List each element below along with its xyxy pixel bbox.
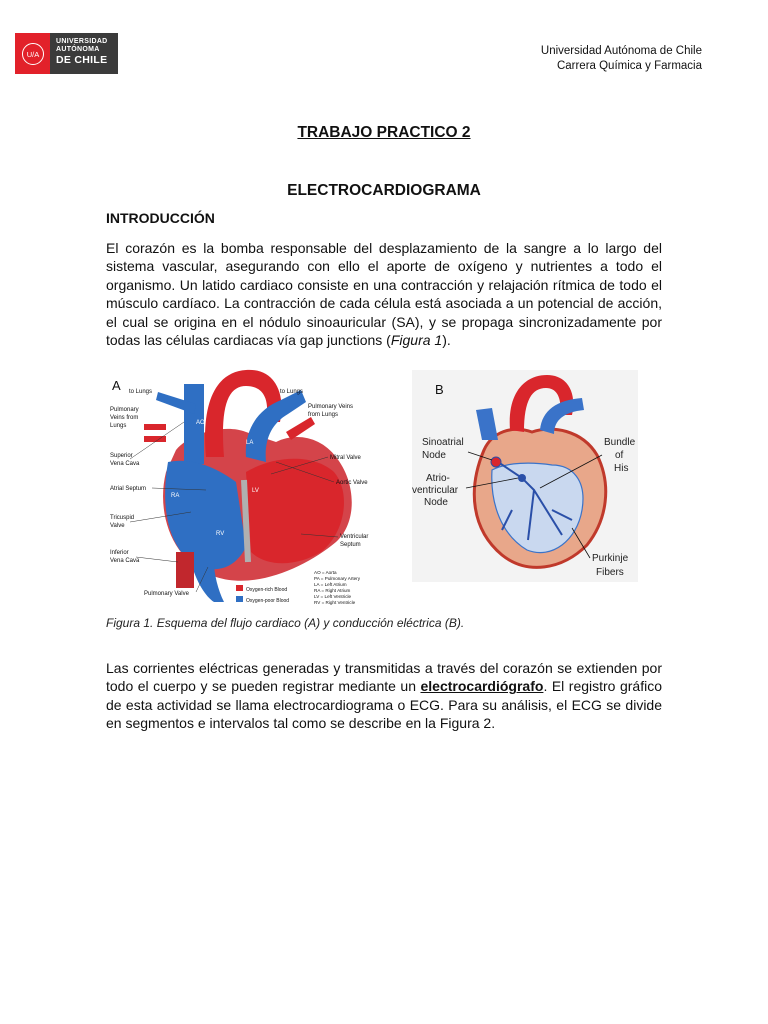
section-heading: INTRODUCCIÓN (106, 210, 215, 226)
label-lv: LV (252, 488, 259, 494)
label-mitral-valve: Mitral Valve (330, 455, 361, 461)
header-institution: Universidad Autónoma de Chile (540, 45, 702, 57)
legend-oxygen-poor: Oxygen-poor Blood (246, 598, 290, 604)
label-pulmonary-valve: Pulmonary Valve (144, 591, 189, 597)
pulmonary-vein-left-1 (144, 424, 166, 430)
document-subtitle: ELECTROCARDIOGRAMA (287, 182, 481, 199)
label-pulm-veins-left-2: Veins from (110, 415, 139, 421)
header-program: Carrera Química y Farmacia (556, 60, 702, 72)
label-svc-2: Vena Cava (110, 461, 140, 467)
logo-line-2: AUTÓNOMA (56, 46, 100, 54)
label-his-1: Bundle (604, 437, 636, 448)
logo-line-3: DE CHILE (56, 53, 108, 66)
label-purkinje-1: Purkinje (592, 553, 629, 564)
label-av-2: ventricular (412, 485, 459, 496)
key-ra: RA = Right Atrium (314, 588, 351, 593)
key-rv: RV = Right Ventricle (314, 600, 356, 605)
logo-shield-icon (21, 42, 45, 66)
label-his-2: of (615, 450, 624, 461)
label-ivc-1: Inferior (110, 550, 129, 556)
label-av-1: Atrio- (426, 473, 450, 484)
inferior-vena-cava (176, 552, 194, 588)
label-pulm-veins-right-1: Pulmonary Veins (308, 404, 354, 410)
pulmonary-vein-left-2 (144, 436, 166, 442)
pulmonary-vein-right (286, 417, 315, 440)
label-pulm-veins-left-3: Lungs (110, 423, 127, 429)
sa-node-marker (491, 457, 501, 467)
logo-line-1: UNIVERSIDAD (56, 38, 108, 45)
label-vent-septum-1: Ventricular (340, 534, 369, 540)
label-rv: RV (216, 531, 225, 537)
intro-paragraph (106, 239, 662, 349)
logo-mark-text: U/A (26, 49, 39, 59)
logo-mark (15, 33, 50, 74)
figure-caption: Figura 1. Esquema del flujo cardiaco (A) y conducción eléctrica (B). (106, 616, 465, 630)
label-ivc-2: Vena Cava (110, 558, 140, 564)
label-to-lungs-left: to Lungs (129, 389, 153, 395)
label-la: LA (246, 440, 254, 446)
ecg-paragraph-post: . El registro gráfico de esta actividad se llama electrocardiograma o ECG. Para su análisis, el ECG se divide en segmentos e intervalos tal como se describe en la Figura 2. (106, 678, 662, 732)
university-logo (15, 33, 118, 74)
ventricular-septum (244, 480, 248, 562)
av-node-marker (518, 474, 526, 482)
label-atrial-septum: Atrial Septum (110, 486, 147, 492)
label-svc-1: Superior (110, 453, 133, 459)
label-sinoatrial-2: Node (422, 450, 446, 461)
label-tricuspid-2: Valve (110, 523, 125, 529)
label-purkinje-2: Fibers (596, 567, 624, 578)
figure-a-heart-flow (96, 362, 396, 612)
label-his-3: His (614, 463, 629, 474)
key-la: LA = Left Atrium (314, 582, 347, 587)
header-institution-block (541, 44, 702, 74)
figure-reference: Figura 1 (390, 332, 443, 349)
label-sinoatrial-1: Sinoatrial (422, 437, 464, 448)
left-heart-chambers (246, 459, 344, 563)
legend-oxygen-rich: Oxygen-rich Blood (246, 587, 288, 593)
label-to-lungs-right: to Lungs (280, 389, 304, 395)
document-title: TRABAJO PRACTICO 2 (297, 124, 471, 141)
ecg-device-term: electrocardiógrafo (420, 678, 544, 695)
key-ao: AO = Aorta (314, 570, 337, 575)
legend-oxygen-rich-swatch (236, 585, 243, 591)
label-tricuspid-1: Tricuspid (110, 515, 135, 521)
label-ao: AO (196, 420, 205, 426)
figure-b-panel-label: B (435, 382, 444, 397)
label-pa: PA (231, 425, 239, 431)
logo-text (50, 33, 118, 74)
intro-paragraph-end: ). (442, 332, 451, 349)
key-lv: LV = Left Ventricle (314, 594, 352, 599)
ecg-paragraph-pre: Las corrientes eléctricas generadas y transmitidas a través del corazón se extienden por todo el cuerpo y se pueden registrar mediante un (106, 660, 662, 695)
label-pulm-veins-right-2: from Lungs (308, 412, 339, 418)
ecg-paragraph (106, 659, 662, 733)
label-pulm-veins-left-1: Pulmonary (110, 407, 139, 413)
figure-a-panel-label: A (112, 378, 121, 393)
label-ra: RA (171, 493, 180, 499)
key-pa: PA = Pulmonary Artery (314, 576, 360, 581)
intro-paragraph-text: El corazón es la bomba responsable del desplazamiento de la sangre a lo largo del sistema vascular, asegurando con ello el aporte de oxígeno y nutrientes a todo el organismo. Un latido cardiaco consiste en una contracción y relajación rítmica de todo el músculo cardíaco. La contracción de cada célula está asociada a un potencial de acción, el cual se origina en el nódulo sinoauricular (SA), y se propaga sincronizadamente por todas las células cardiacas vía gap junctions ( (106, 240, 662, 349)
label-av-3: Node (424, 497, 448, 508)
legend-oxygen-poor-swatch (236, 596, 243, 602)
label-aortic-valve: Aortic Valve (336, 480, 368, 486)
label-vent-septum-2: Septum (340, 542, 361, 548)
abbreviation-key (314, 570, 361, 605)
figure-b-conduction (412, 370, 638, 582)
